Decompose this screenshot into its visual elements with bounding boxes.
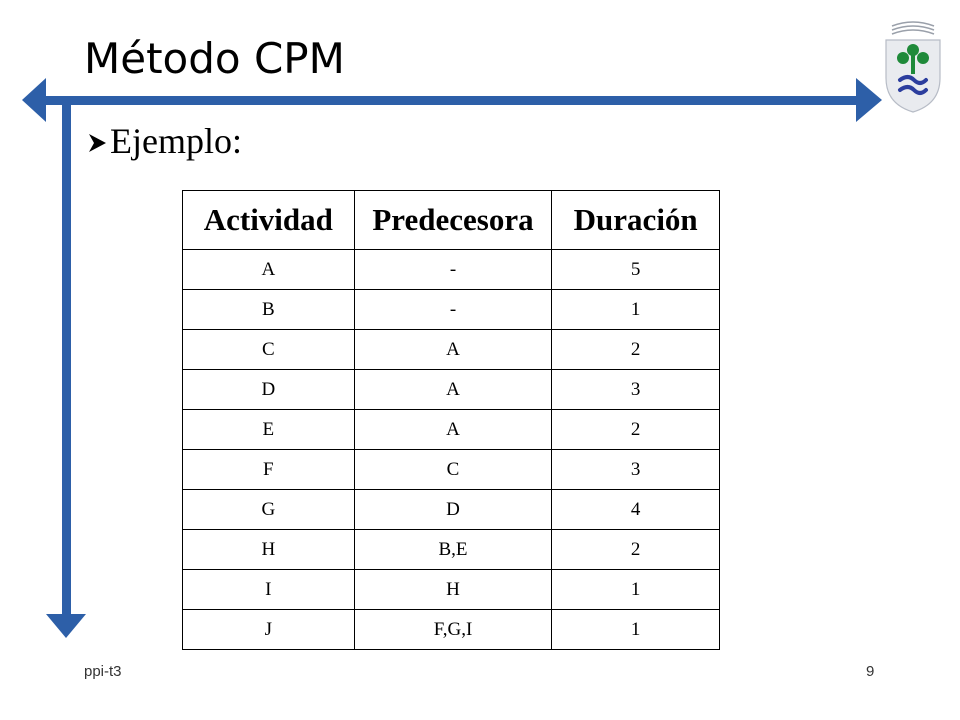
vertical-bar [62,100,71,620]
cell-activity: A [183,250,355,290]
bullet-text: Ejemplo: [110,121,242,161]
cell-activity: F [183,450,355,490]
header-predecesora: Predecesora [354,191,552,250]
cell-duration: 1 [552,570,720,610]
bullet-line [86,120,242,162]
table-header-row [183,191,720,250]
footer-course-code: ppi-t3 [84,663,122,680]
cell-predecessor: C [354,450,552,490]
cell-predecessor: - [354,250,552,290]
table-row [183,410,720,450]
cell-activity: E [183,410,355,450]
cell-duration: 2 [552,330,720,370]
cell-predecessor: A [354,330,552,370]
cell-duration: 3 [552,370,720,410]
slide-title: Método CPM [84,34,345,83]
cell-duration: 2 [552,530,720,570]
cell-activity: J [183,610,355,650]
table-row [183,370,720,410]
table-row [183,450,720,490]
table-row [183,530,720,570]
table-row [183,610,720,650]
table-row [183,570,720,610]
cell-activity: H [183,530,355,570]
header-actividad: Actividad [183,191,355,250]
header-duracion: Duración [552,191,720,250]
cell-duration: 3 [552,450,720,490]
cell-activity: B [183,290,355,330]
cell-duration: 1 [552,610,720,650]
table-row [183,330,720,370]
cell-activity: D [183,370,355,410]
table-row [183,490,720,530]
cell-predecessor: D [354,490,552,530]
cell-predecessor: F,G,I [354,610,552,650]
horizontal-bar [40,96,868,105]
cell-activity: C [183,330,355,370]
table-row [183,290,720,330]
cell-predecessor: B,E [354,530,552,570]
university-crest-icon [878,18,948,114]
cell-duration: 2 [552,410,720,450]
down-arrowhead-icon [46,614,86,638]
cell-duration: 1 [552,290,720,330]
cell-activity: I [183,570,355,610]
arrow-bullet-icon [86,132,108,154]
cell-predecessor: - [354,290,552,330]
cell-duration: 4 [552,490,720,530]
cell-duration: 5 [552,250,720,290]
table-row [183,250,720,290]
cell-predecessor: A [354,370,552,410]
left-arrowhead-icon [22,78,46,122]
cpm-activity-table [182,190,720,650]
page-number: 9 [866,663,875,680]
cell-predecessor: H [354,570,552,610]
cell-activity: G [183,490,355,530]
cell-predecessor: A [354,410,552,450]
